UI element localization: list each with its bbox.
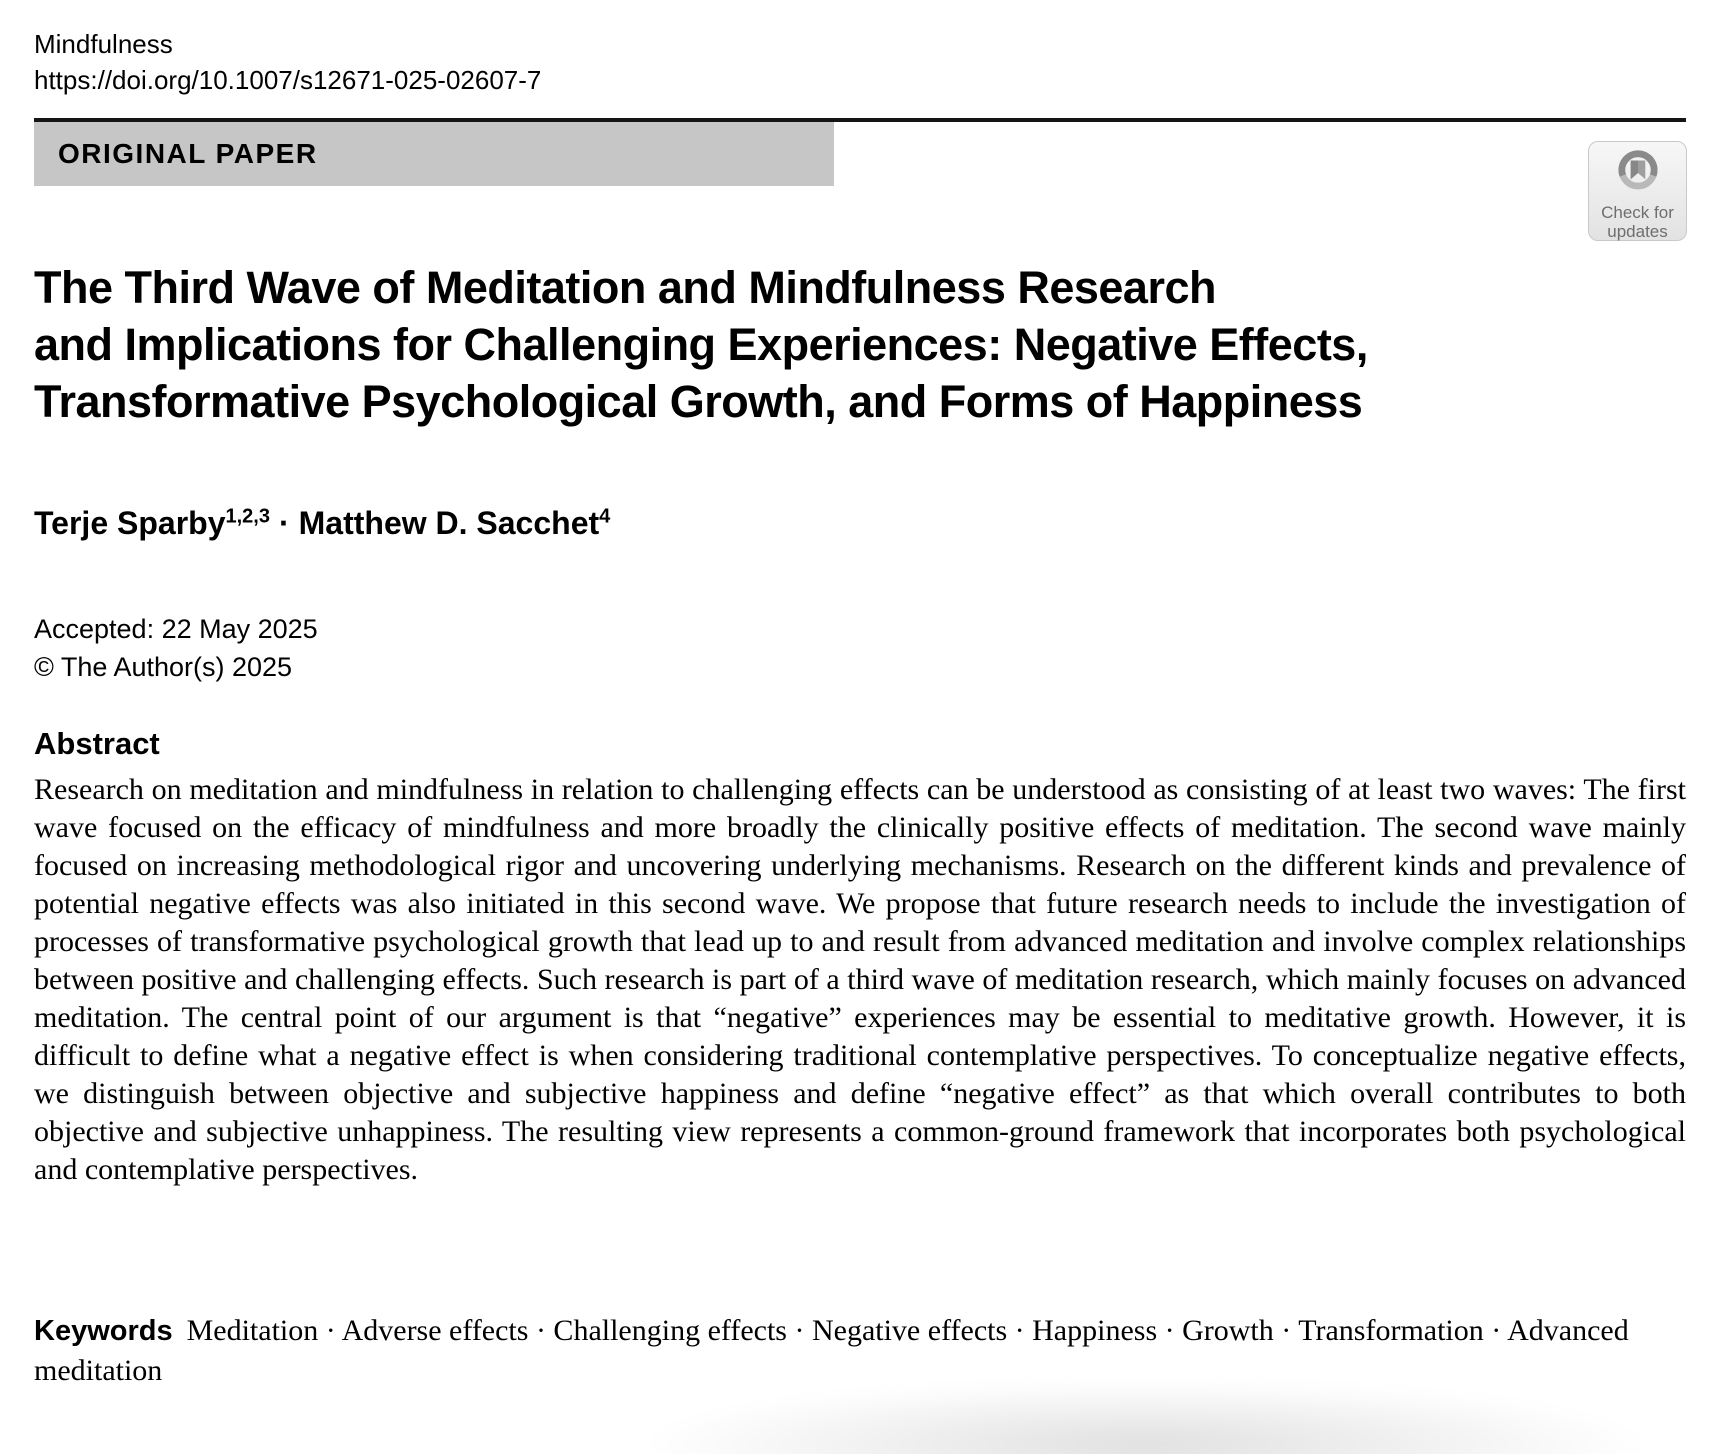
badge-line-2: updates <box>1607 222 1668 241</box>
author-name-1: Terje Sparby <box>34 505 226 541</box>
masthead <box>34 26 541 98</box>
article-type-banner <box>34 122 834 186</box>
author-separator: · <box>278 505 290 541</box>
title-line-1: The Third Wave of Meditation and Mindfulness Research <box>34 262 1216 313</box>
keywords-list: Meditation · Adverse effects · Challenging effects · Negative effects · Happiness · Growth · Transformation · Advanced meditation <box>34 1314 1629 1387</box>
doi-link[interactable]: https://doi.org/10.1007/s12671-025-02607-7 <box>34 65 542 95</box>
accepted-date: Accepted: 22 May 2025 <box>34 614 318 644</box>
keywords-label: Keywords <box>34 1315 173 1347</box>
author-affiliations-1: 1,2,3 <box>225 505 270 528</box>
author-name-2: Matthew D. Sacchet <box>298 505 600 541</box>
abstract-text: Research on meditation and mindfulness in relation to challenging effects can be understood as consisting of at least two waves: The first wave focused on the efficacy of mindfulness and more broadly the clinically positive effects of meditation. The second wave mainly focused on increasing methodological rigor and uncovering underlying mechanisms. Research on the different kinds and prevalence of potential negative effects was also initiated in this second wave. We propose that future research needs to include the investigation of processes of transformative psychological growth that lead up to and result from advanced meditation and involve complex relationships between positive and challenging effects. Such research is part of a third wave of meditation research, which mainly focuses on advanced meditation. The central point of our argument is that “negative” experiences may be essential to meditative growth. However, it is difficult to define what a negative effect is when considering traditional contemplative perspectives. To conceptualize negative effects, we distinguish between objective and subjective happiness and define “negative effect” as that which overall contributes to both objective and subjective unhappiness. The resulting view represents a common-ground framework that incorporates both psychological and contemplative perspectives. <box>34 773 1686 1186</box>
author-affiliations-2: 4 <box>599 505 611 528</box>
author-list <box>34 505 610 542</box>
copyright-notice: © The Author(s) 2025 <box>34 652 293 682</box>
title-line-3: Transformative Psychological Growth, and Forms of Happiness <box>34 376 1363 427</box>
publication-meta <box>34 610 318 686</box>
article-title <box>34 259 1368 430</box>
check-for-updates-text <box>1601 203 1674 241</box>
keywords-section <box>34 1311 1686 1391</box>
article-type-label: ORIGINAL PAPER <box>58 138 318 169</box>
title-line-2: and Implications for Challenging Experiences: Negative Effects, <box>34 319 1368 370</box>
badge-line-1: Check for <box>1601 203 1674 222</box>
check-for-updates-badge[interactable] <box>1588 141 1687 241</box>
crossmark-logo-icon <box>1613 147 1663 202</box>
journal-name: Mindfulness <box>34 29 173 59</box>
abstract-heading: Abstract <box>34 726 160 761</box>
